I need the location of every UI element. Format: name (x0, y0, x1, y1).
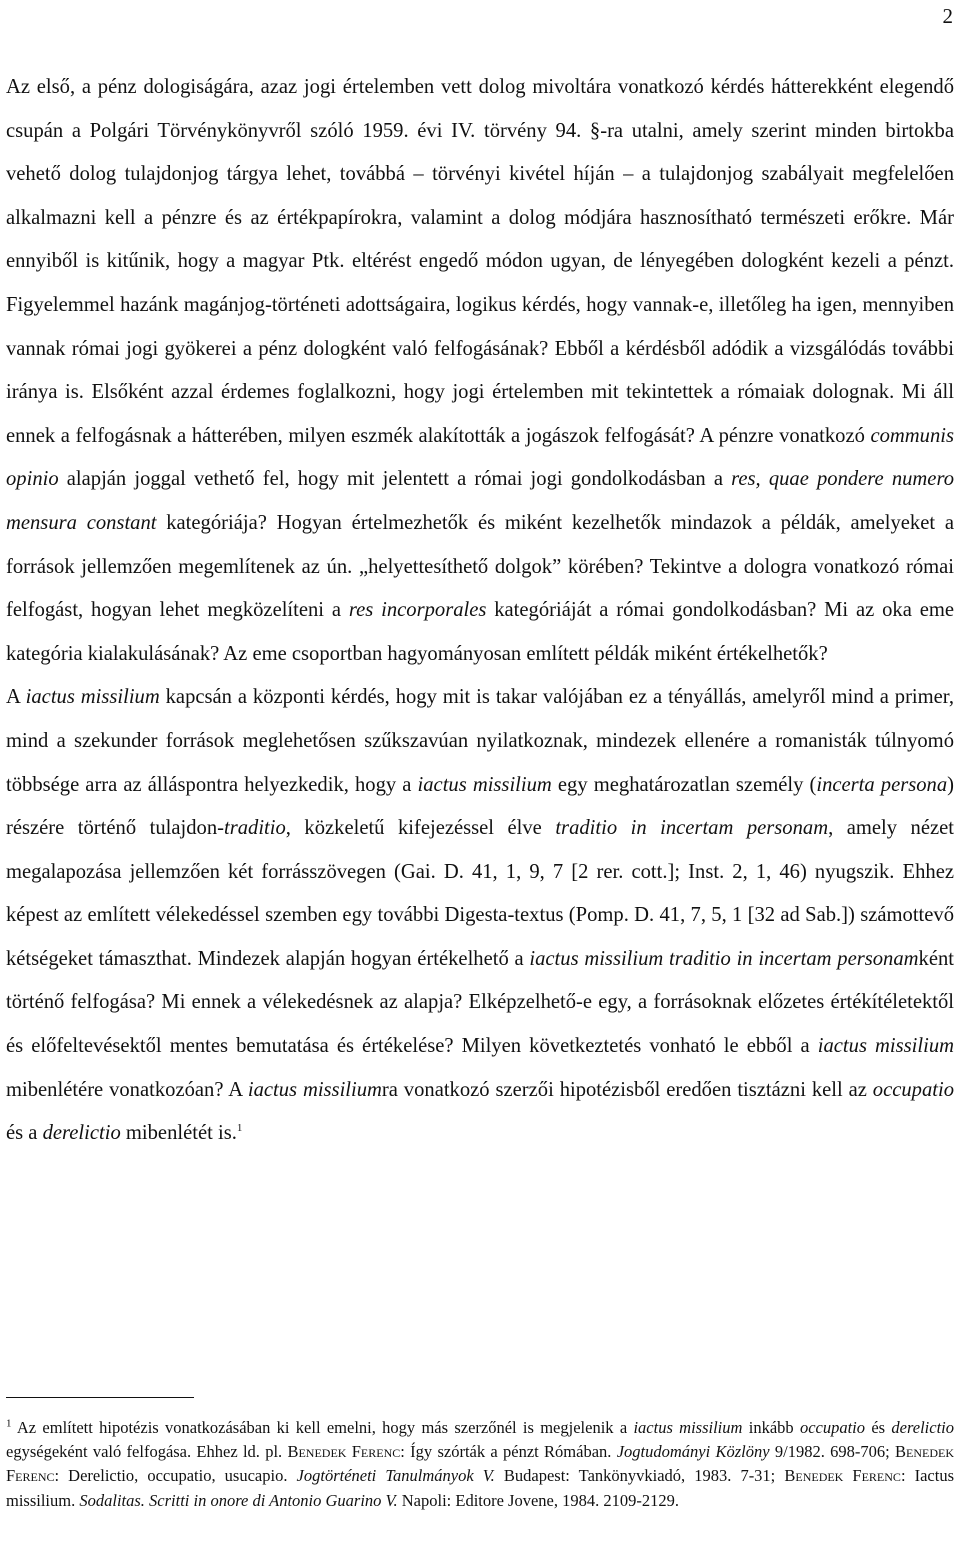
italic-run: incerta persona (816, 773, 948, 796)
text-run: alapján joggal vethető fel, hogy mit jelentett a római jogi gondolkodásban a (58, 468, 732, 491)
text-run: : Derelictio, occupatio, usucapio. (54, 1466, 297, 1486)
text-run: ra vonatkozó szerzői hipotézisből eredően tisztázni kell az (381, 1078, 873, 1101)
text-run: Napoli: Editore Jovene, 1984. 2109-2129. (397, 1490, 679, 1510)
text-run: inkább (742, 1418, 800, 1437)
italic-run: derelictio (42, 1122, 121, 1145)
text-run: A (6, 686, 26, 709)
text-run: : Iactus missilium. (6, 1466, 954, 1510)
author-name: Benedek Ferenc (784, 1466, 901, 1486)
footnote-reference: 1 (236, 1122, 243, 1135)
text-run: ként történő felfogása? Mi ennek a vélekedésnek az alapja? Elképzelhető-e egy, a forrásoknak előzetes értékítéletektől és előfeltevésektől mentes bemutatása és értékelése? Milyen következtetés vonható le ebből a (6, 947, 954, 1058)
footnote-number: 1 (6, 1417, 12, 1430)
italic-run: communis opinio (6, 424, 954, 491)
italic-run: res, quae pondere numero mensura constant (6, 468, 954, 534)
italic-run: Jogtörténeti Tanulmányok V. (296, 1466, 495, 1486)
italic-run: iactus missilium (247, 1078, 382, 1101)
italic-run: iactus missilium (417, 773, 552, 796)
page-number: 2 (942, 4, 953, 28)
text-run: ) részére történő tulajdon- (6, 773, 955, 840)
footnote (6, 1416, 954, 1513)
text-run: : Így szórták a pénzt Rómában. (400, 1442, 617, 1462)
italic-run: occupatio (872, 1078, 955, 1101)
text-run: egységeként való felfogása. Ehhez ld. pl. (6, 1442, 288, 1462)
author-name: Benedek Ferenc (287, 1442, 401, 1462)
author-name: Benedek Ferenc (6, 1442, 954, 1486)
italic-run: Jogtudományi Közlöny (616, 1442, 770, 1462)
text-run: kategóriáját a római gondolkodásban? Mi az oka eme kategória kialakulásának? Az eme csoportban hagyományosan említett példák miként értékelhetők? (6, 599, 954, 665)
text-run: kapcsán a központi kérdés, hogy mit is takar valójában ez a tényállás, amelyről mind a primer, mind a szekunder források meglehetősen szűkszavúan nyilatkoznak, mindezek ellenére a romanisták túlnyomó többsége arra az álláspontra helyezkedik, hogy a (6, 686, 954, 796)
text-run: és (865, 1418, 892, 1437)
text-run: egy meghatározatlan személy ( (551, 773, 817, 796)
italic-run: traditio (223, 817, 286, 840)
italic-run: iactus missilium (633, 1418, 743, 1437)
text-run: mibenlétét is. (120, 1122, 237, 1145)
text-run: Az említett hipotézis vonatkozásában ki kell emelni, hogy más szerzőnél is megjelenik a (16, 1418, 634, 1437)
footnote-text (6, 1418, 954, 1510)
footnote-divider (6, 1397, 194, 1398)
text-run: 9/1982. 698-706; (769, 1442, 895, 1462)
paragraph-1 (6, 76, 954, 665)
text-run: mibenlétére vonatkozóan? A (6, 1078, 248, 1101)
text-run: , amely nézet megalapozása jellemzően két forrásszövegen (Gai. D. 41, 1, 9, 7 [2 rer. cott.]; Inst. 2, 1, 46) nyugszik. Ehhez képest az említett vélekedéssel szemben egy további Digesta-textus (Pomp. D. 41, 7, 5, 1 [32 ad Sab.]) számottevő kétségeket támaszthat. Mindezek alapján hogyan értékelhető a (6, 817, 954, 970)
text-run: Budapest: Tankönyvkiadó, 1983. 7-31; (494, 1466, 785, 1486)
body-text (6, 66, 954, 1156)
italic-run: iactus missilium (25, 686, 160, 709)
italic-run: occupatio (799, 1418, 866, 1437)
italic-run: iactus missilium traditio in incertam personam (529, 947, 919, 970)
text-run: , közkeletű kifejezéssel élve (285, 817, 556, 840)
italic-run: Sodalitas. Scritti in onore di Antonio Guarino V. (79, 1490, 398, 1510)
italic-run: derelictio (891, 1418, 954, 1437)
italic-run: res incorporales (348, 599, 487, 622)
text-run: kategóriája? Hogyan értelmezhetők és miként kezelhetők mindazok a példák, amelyeket a források jellemzően megemlítenek az ún. „helyettesíthető dolgok” körében? Tekintve a dologra vonatkozó római felfogást, hogyan lehet megközelíteni a (6, 511, 954, 622)
paragraph-2 (6, 686, 954, 1144)
italic-run: traditio in incertam personam (555, 817, 829, 840)
italic-run: iactus missilium (817, 1035, 954, 1058)
text-run: Az első, a pénz dologiságára, azaz jogi értelemben vett dolog mivoltára vonatkozó kérdés hátterekként elegendő csupán a Polgári Törvénykönyvről szóló 1959. évi IV. törvény 94. §-ra utalni, amely szerint minden birtokba vehető dolog tulajdonjog tárgya lehet, továbbá – törvényi kivétel híján – a tulajdonjog szabályait megfelelően alkalmazni kell a pénzre és az értékpapírokra, valamint a dolog módjára hasznosítható természeti erőkre. Már ennyiből is kitűnik, hogy a magyar Ptk. eltérést engedő módon ugyan, de lényegében dologként kezeli a pénzt. Figyelemmel hazánk magánjog-történeti adottságaira, logikus kérdés, hogy vannak-e, illetőleg ha igen, mennyiben vannak római jogi gyökerei a pénz dologként való felfogásának? Ebből a kérdésből adódik a vizsgálódás további iránya is. Elsőként azzal érdemes foglalkozni, hogy jogi értelemben mit tekintettek a rómaiak dolognak. Mi áll ennek a felfogásnak a hátterében, milyen eszmék alakították a jogászok felfogását? A pénzre vonatkozó (6, 76, 954, 447)
text-run: és a (6, 1122, 43, 1145)
